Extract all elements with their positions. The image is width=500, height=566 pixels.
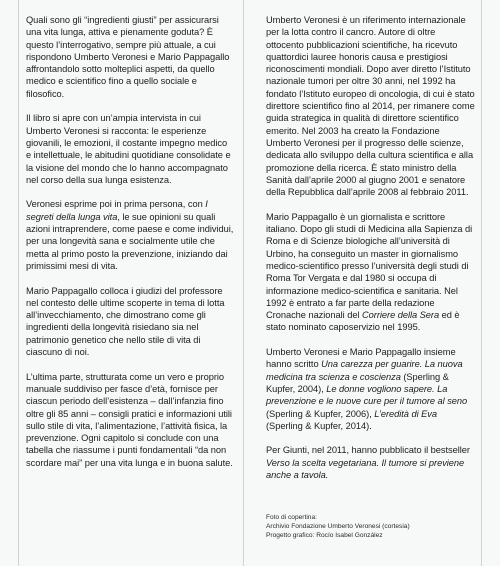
text-run: Mario Pappagallo è un giornalista e scrittore italiano. Dopo gli studi di Medicina alla Sapienza di Roma e di Scienze biologiche all’università di Urbino, ha conseguito un master in giornalismo medico-scientifico presso l’università degli studi di Roma Tor Vergata e dal 1980 si occupa di informazione medico-scientifica e sanitaria. Nel 1992 è entrato a far parte della redazione Cronache nazionali del xyxy=(266,211,473,321)
text-run: Umberto Veronesi è un riferimento internazionale per la lotta contro il cancro. Autore di oltre ottocento pubblicazioni scientifiche, ha ricevuto quattordici lauree honoris causa e prestigiosi riconoscimenti mondiali. Dopo aver diretto l’Istituto nazionale tumori per oltre 30 anni, nel 1992 ha fondato l’Istituto europeo di oncologia, di cui è stato direttore scientifico fino al 2014, per rimanere come guida strategica in qualità di direttore scientifico emerito. Nel 2003 ha creato la Fondazione Umberto Veronesi per il progresso delle scienze, dedicata allo sviluppo della cultura scientifica e alla promozione della ricerca. È stato ministro della Sanità dall’aprile 2000 al giugno 2001 e senatore della Repubblica dall’aprile 2008 al febbraio 2011. xyxy=(266,15,475,198)
paragraph xyxy=(266,444,475,481)
right-flap-page xyxy=(244,0,500,566)
book-description xyxy=(26,14,234,481)
italic-title-run: L’eredità di Eva xyxy=(374,408,437,419)
text-run: Umberto Veronesi e Mario Pappagallo insieme hanno scritto xyxy=(266,347,456,370)
text-run: Il libro si apre con un’ampia intervista in cui Umberto Veronesi si racconta: le esperienze giovanili, le emozioni, il costante impegno medico e intellettuale, le abitudini quotidiane consolidate e la visione del mondo che lo hanno accompagnato nel corso della sua lunga esistenza. xyxy=(26,113,231,185)
italic-title-run: Corriere della Sera xyxy=(362,310,440,321)
text-run: , le sue opinioni su quali azioni intraprendere, come paese e come individui, per una longevità sana e socialmente utile che metta al primo posto la prevenzione, iniziando dai primissimi mesi di vita. xyxy=(26,211,234,271)
text-run: (Sperling & Kupfer, 2006), xyxy=(266,408,375,419)
paragraph xyxy=(266,14,475,198)
italic-title-run: Verso la scelta vegetariana. Il tumore si previene anche a tavola. xyxy=(266,457,465,480)
paragraph xyxy=(266,346,475,432)
italic-title-run: Una carezza per guarire. La nuova medicina tra scienza e coscienza xyxy=(266,359,463,382)
fold-strip xyxy=(0,0,19,566)
paragraph xyxy=(26,198,234,272)
text-run: Mario Pappagallo colloca i giudizi del professore nel contesto delle ultime scoperte in tema di lotta all’invecchiamento, che dimostrano come gli ingredienti della longevità risiedano sia nel patrimonio genetico che nello stile di vita di ciascuno di noi. xyxy=(26,285,225,358)
left-flap-page xyxy=(0,0,244,566)
photo-credit-source: Archivio Fondazione Umberto Veronesi (cortesia) xyxy=(266,523,410,531)
text-run: (Sperling & Kupfer, 2004), xyxy=(266,371,449,394)
design-credit: Progetto grafico: Rocío Isabel González xyxy=(266,532,383,540)
italic-title-run: Le donne vogliono sapere. La prevenzione e le nuove cure per il tumore al seno xyxy=(266,383,468,407)
paragraph xyxy=(26,14,234,100)
text-run: (Sperling & Kupfer, 2014). xyxy=(266,420,372,431)
text-run: L’ultima parte, strutturata come un vero e proprio manuale suddiviso per fasce d’età, fornisce per ciascun periodo dell’esistenza – dall’infanzia fino oltre gli 85 anni – consigli pratici e informazioni utili sullo stile di vita, l’alimentazione, l’attività fisica, la prevenzione. Ogni capitolo si conclude con una tabella che riassume i punti fondamentali “da non scordare mai” per una vita lunga e in buona salute. xyxy=(26,371,233,468)
text-run: Quali sono gli “ingredienti giusti” per assicurarsi una vita lunga, attiva e pienamente goduta? È questo l’interrogativo, sempre più attuale, a cui rispondono Umberto Veronesi e Mario Pappagallo affrontandolo sotto molteplici aspetti, da quello medico e scientifico fino a quello sociale e filosofico. xyxy=(26,15,230,99)
photo-credit-label: Foto di copertina: xyxy=(266,514,317,521)
italic-title-run: I segreti della lunga vita xyxy=(26,199,208,222)
text-run: Veronesi esprime poi in prima persona, con xyxy=(26,199,206,210)
text-run: Per Giunti, nel 2011, hanno pubblicato il bestseller xyxy=(266,445,470,456)
paragraph xyxy=(26,112,234,186)
author-biographies xyxy=(266,14,475,494)
paragraph xyxy=(26,371,234,469)
credits xyxy=(266,513,481,541)
paragraph xyxy=(266,211,475,334)
text-run: ed è stato nominato caposervizio nel 1995. xyxy=(266,310,460,333)
paragraph xyxy=(26,285,234,359)
fold-strip xyxy=(481,0,500,566)
